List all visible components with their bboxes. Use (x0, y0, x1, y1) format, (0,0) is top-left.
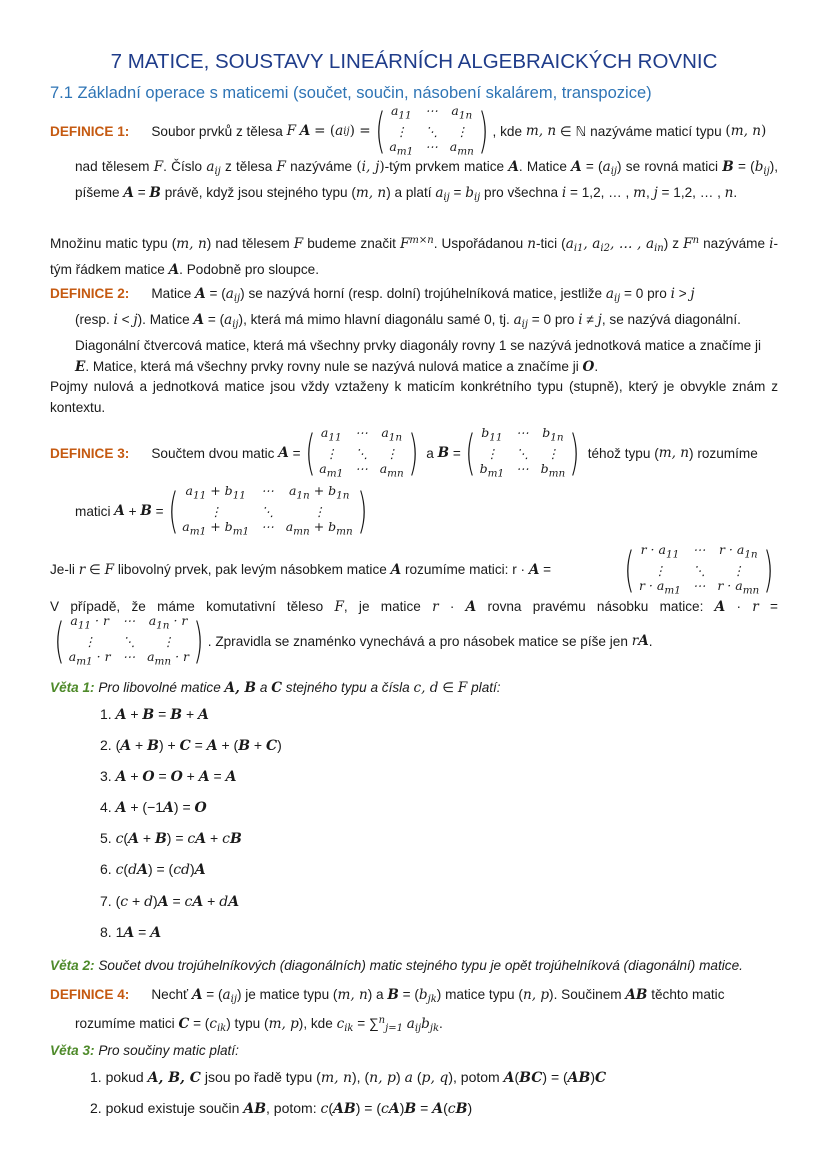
paragraph-unit-zero: Pojmy nulová a jednotková matice jsou vždy vztaženy k maticím konkrétního typu (stupně), který je obvykle znám z kontextu. (50, 379, 778, 415)
matrix-sum-result: ( $a_{11} + b_{11}$ ⋯ $a_{1n} + b_{1n}$ ⋮ ⋱ ⋮ $a_{m1} + b_{m1}$ ⋯ $a_{mn} + b_{mn}$ ) (167, 482, 368, 539)
definition-2: DEFINICE 2: Matice $A = (a_{ij})$ se nazývá horní (resp. dolní) trojúhelníková matice, jestliže $a_{ij} = 0$ pro i > j (resp. i < j). Matice $A = (a_{ij})$, která má mimo hlavní diagonálu samé 0, tj. $a_{ij} = 0$ pro i ≠ j, se nazývá diagonální. Diagonální čtvercová matice, která má všechny prvky diagonály rovny 1 se nazývá jednotková matice a značíme ji E. Matice, která má všechny prvky rovny nule se nazývá nulová matice a značíme ji O. (50, 286, 762, 375)
chapter-title: 7 MATICE, SOUSTAVY LINEÁRNÍCH ALGEBRAICKÝCH ROVNIC (110, 50, 718, 73)
theorem-2: Věta 2: Součet dvou trojúhelníkových (diagonálních) matic stejného typu je opět trojúhelníková (diagonální) matice. (50, 958, 743, 973)
rule-2: 2. (A + B) + C = A + (B + C) (100, 737, 282, 754)
definition-4: DEFINICE 4: Nechť $A = (a_{ij})$ je matice typu (m, n) a $B = (b_{jk})$ matice typu (n, p). Součinem AB těchto matic rozumíme matici $C = (c_{ik})$ typu (m, p), kde $c_{ik} = \sum^n_{j=1}$ $a_{ij}b_{jk}$. (50, 987, 725, 1034)
matrix-a: ( $a_{11}$ ⋯ $a_{1n}$ ⋮ ⋱ ⋮ $a_{m1}$ ⋯ $a_{mn}$ ) (374, 102, 489, 159)
matrix-right-multiple: ( $a_{11} \cdot r$ ⋯ $a_{1n} \cdot r$ ⋮ ⋱ ⋮ $a_{m1} \cdot r$ ⋯ $a_{mn} \cdot r$ ) (54, 612, 204, 669)
section-title: 7.1 Základní operace s maticemi (součet, součin, násobení skalárem, transpozice) (50, 84, 652, 102)
theorem-3-item-1: 1. pokud A, B, C jsou po řadě typu (m, n), (n, p) a (p, q), potom A(BC) = (AB)C (90, 1069, 607, 1086)
theorem-2-label: Věta 2: (50, 958, 95, 973)
paragraph-scalar: Je-li r ∈ F libovolný prvek, pak levým násobkem matice A rozumíme matici: r · A = ( $r \cdot a_{11}$ ⋯ $r \cdot a_{1n}$ ⋮ ⋱ ⋮ $r \cdot a_{m1}$ ⋯ $r \cdot a_{mn}$ ) V případě, že máme komutativní těleso F, je matice r · A rovna pravému násobku matice: A · r = ( $a_{11} \cdot r$ ⋯ $a_{1n} \cdot r$ ⋮ ⋱ ⋮ $a_{m1} \cdot r$ ⋯ $a_{mn} \cdot r$ ) . Zpravidla se znaménko vynechává a pro násobek matice se píše jen r A . (50, 541, 778, 669)
theorem-3-label: Věta 3: (50, 1043, 95, 1058)
rule-5: 5. c(A + B) = cA + cB (100, 830, 242, 847)
definition-2-label: DEFINICE 2: (50, 286, 130, 301)
rule-7: 7. (c + d)A = cA + dA (100, 893, 240, 910)
definition-1: DEFINICE 1: Soubor prvků z tělesa F A = ( a ij ) = ( $a_{11}$ ⋯ $a_{1n}$ ⋮ ⋱ ⋮ $a_{m1}$ ⋯ $a_{mn}$ ) , kde m, n ∈ ℕ nazýváme maticí typu ( m, n ) nad tělesem F. Číslo $a_{ij}$ z tělesa F nazýváme (i, j)-tým prvkem matice A. Matice $A = (a_{ij})$ se rovná matici $B = (b_{ij})$, píšeme A = B právě, když jsou stejného typu (m, n) a platí $a_{ij} = b_{ij}$ pro všechna i = 1,2, … , m, j = 1,2, … , n. (50, 106, 778, 208)
definition-1-label: DEFINICE 1: (50, 123, 130, 139)
rule-3: 3. A + O = O + A = A (100, 768, 237, 785)
rule-1: 1. A + B = B + A (100, 706, 209, 723)
matrix-a-sum: ( $a_{11}$ ⋯ $a_{1n}$ ⋮ ⋱ ⋮ $a_{m1}$ ⋯ $a_{mn}$ ) (304, 424, 419, 481)
theorem-1: Věta 1: Pro libovolné matice A, B a C stejného typu a čísla c, d ∈ F platí: (50, 680, 501, 696)
paragraph-matrix-set: Množinu matic typu (m, n) nad tělesem F budeme značit $F^{m\times n}$. Uspořádanou n-tici ($a_{i1}$, $a_{i2}$, … , $a_{in}$) z $F^n$ nazýváme i-tým řádkem matice A. Podobně pro sloupce. (50, 235, 778, 278)
definition-4-label: DEFINICE 4: (50, 987, 130, 1002)
matrix-left-multiple: ( $r \cdot a_{11}$ ⋯ $r \cdot a_{1n}$ ⋮ ⋱ ⋮ $r \cdot a_{m1}$ ⋯ $r \cdot a_{mn}$ ) (624, 541, 774, 598)
matrix-b-sum: ( $b_{11}$ ⋯ $b_{1n}$ ⋮ ⋱ ⋮ $b_{m1}$ ⋯ $b_{mn}$ ) (465, 424, 580, 481)
definition-1-body: nad tělesem F. Číslo $a_{ij}$ z tělesa F nazýváme (i, j)-tým prvkem matice A. Matice $A = (a_{ij})$ se rovná matici $B = (b_{ij})$, píšeme A = B právě, když jsou stejného typu (m, n) a platí $a_{ij} = b_{ij}$ pro všechna i = 1,2, … , m, j = 1,2, … , n. (75, 159, 779, 203)
definition-3-label: DEFINICE 3: (50, 445, 130, 461)
rule-6: 6. c(dA) = (cd)A (100, 861, 206, 878)
rule-4: 4. A + (−1A) = O (100, 799, 207, 816)
theorem-3: Věta 3: Pro součiny matic platí: (50, 1043, 239, 1058)
rule-8: 8. 1A = A (100, 924, 162, 941)
theorem-1-label: Věta 1: (50, 680, 95, 695)
theorem-3-item-2: 2. pokud existuje součin AB, potom: c(AB) = (cA)B = A(cB) (90, 1100, 473, 1117)
definition-3: DEFINICE 3: Součtem dvou matic A = ( $a_{11}$ ⋯ $a_{1n}$ ⋮ ⋱ ⋮ $a_{m1}$ ⋯ $a_{mn}$ ) a B = ( $b_{11}$ ⋯ $b_{1n}$ ⋮ ⋱ ⋮ $b_{m1}$ ⋯ $b_{mn}$ ) téhož typu ( m, n ) rozumíme matici A + B = ( $a_{11} + b_{11}$ ⋯ $a_{1n} + b_{1n}$ ⋮ ⋱ ⋮ $a_{m1} + b_{m1}$ ⋯ $a_{mn} + b_{mn}$ ) (50, 424, 758, 539)
